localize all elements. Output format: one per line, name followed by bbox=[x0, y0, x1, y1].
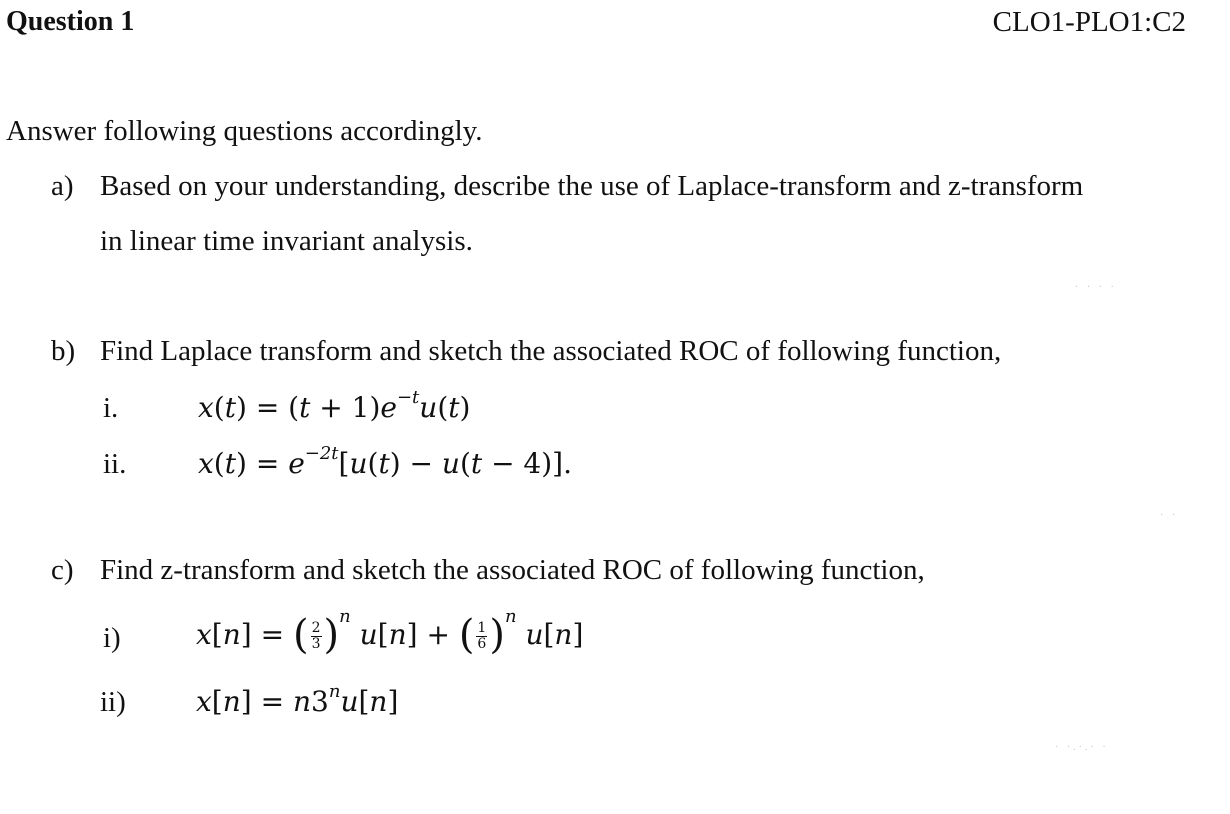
part-b-item-ii-formula: $x(t) = e^{-2t}[u(t) - u(t - 4)]$. bbox=[198, 443, 572, 480]
part-a-text-line1: Based on your understanding, describe the use of Laplace-transform and z-transform bbox=[100, 170, 1084, 202]
clo-code: CLO1-PLO1:C2 bbox=[992, 6, 1186, 38]
part-b-item-i-label: i. bbox=[103, 392, 119, 424]
part-c-text: Find z-transform and sketch the associated ROC of following function, bbox=[100, 554, 925, 586]
part-c-item-i-formula: x[n] = ( $\frac{2}{3}$ )$^n$ u[n] + ( $\frac{1}{6}$ )$^n$ u[n] bbox=[196, 606, 584, 658]
part-a-text-line2: in linear time invariant analysis. bbox=[100, 225, 473, 257]
instructions: Answer following questions accordingly. bbox=[6, 115, 483, 147]
part-b-item-ii-label: ii. bbox=[103, 448, 127, 480]
part-a-label: a) bbox=[51, 170, 74, 202]
part-c-item-ii-formula: $x[n] = n3^nu[n]$ bbox=[196, 681, 399, 718]
scan-marks-3: · ·.·.· · bbox=[1055, 742, 1109, 753]
part-c-label: c) bbox=[51, 554, 74, 586]
part-b-item-i-formula: $x(t) = (t + 1)e^{-t}u(t)$ bbox=[198, 387, 471, 424]
part-c-item-ii-label: ii) bbox=[100, 686, 126, 718]
scan-marks: · · · · bbox=[1075, 282, 1117, 293]
scan-marks-2: · · bbox=[1160, 510, 1179, 521]
question-title: Question 1 bbox=[6, 6, 135, 37]
part-c-item-i-label: i) bbox=[103, 622, 121, 654]
part-b-label: b) bbox=[51, 335, 76, 367]
part-b-text: Find Laplace transform and sketch the associated ROC of following function, bbox=[100, 335, 1002, 367]
